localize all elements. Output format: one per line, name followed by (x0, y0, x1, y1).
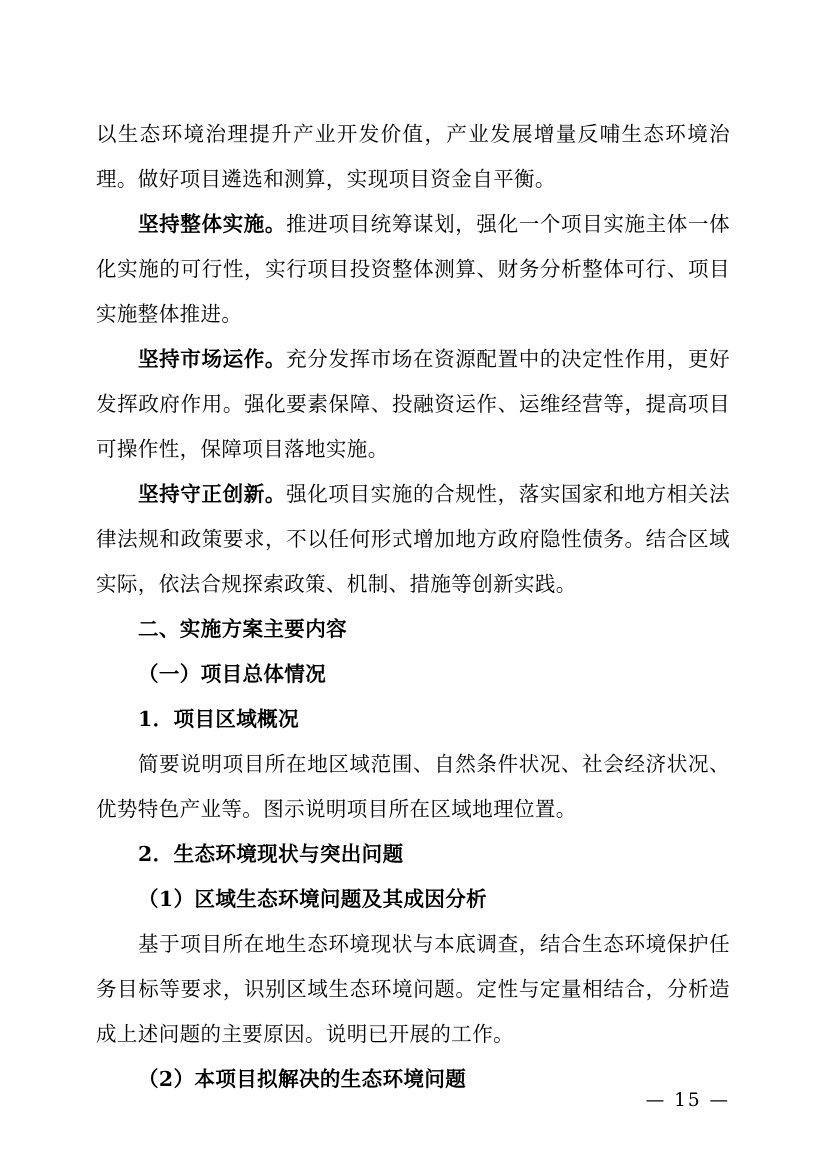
heading-project-overview: （一）项目总体情况 (138, 662, 327, 686)
heading-eco-status-problems: 2．生态环境现状与突出问题 (138, 842, 404, 866)
heading-section-two: 二、实施方案主要内容 (138, 617, 347, 641)
paragraph-lead-market-operation: 坚持市场运作。 (138, 347, 287, 371)
heading-project-eco-problems: （2）本项目拟解决的生态环境问题 (138, 1067, 467, 1091)
paragraph-market-operation (96, 337, 730, 472)
paragraph-text-overall-implementation: 推进项目统筹谋划，强化一个项目实施主体一体化实施的可行性，实行项目投资整体测算、财务分析整体可行、项目实施整体推进。 (96, 212, 730, 326)
paragraph-lead-integrity-innovation: 坚持守正创新。 (138, 482, 287, 506)
paragraph-integrity-innovation (96, 472, 730, 607)
paragraph-text-integrity-innovation: 强化项目实施的合规性，落实国家和地方相关法律法规和政策要求，不以任何形式增加地方政府隐性债务。结合区域实际，依法合规探索政策、机制、措施等创新实践。 (96, 482, 730, 596)
paragraph-region-overview-body: 简要说明项目所在地区域范围、自然条件状况、社会经济状况、优势特色产业等。图示说明项目所在区域地理位置。 (96, 752, 730, 821)
heading-project-region-overview: 1．项目区域概况 (138, 707, 299, 731)
document-body (96, 112, 730, 1102)
page-number: — 15 — (645, 1090, 730, 1111)
paragraph-lead-overall-implementation: 坚持整体实施。 (138, 212, 287, 236)
paragraph-continuation: 以生态环境治理提升产业开发价值，产业发展增量反哺生态环境治理。做好项目遴选和测算，实现项目资金自平衡。 (96, 122, 730, 191)
paragraph-overall-implementation (96, 202, 730, 337)
paragraph-text-market-operation: 充分发挥市场在资源配置中的决定性作用，更好发挥政府作用。强化要素保障、投融资运作、运维经营等，提高项目可操作性，保障项目落地实施。 (96, 347, 730, 461)
heading-regional-eco-problems: （1）区域生态环境问题及其成因分析 (138, 887, 488, 911)
paragraph-regional-eco-problems-body: 基于项目所在地生态环境现状与本底调查，结合生态环境保护任务目标等要求，识别区域生态环境问题。定性与定量相结合，分析造成上述问题的主要原因。说明已开展的工作。 (96, 932, 730, 1046)
